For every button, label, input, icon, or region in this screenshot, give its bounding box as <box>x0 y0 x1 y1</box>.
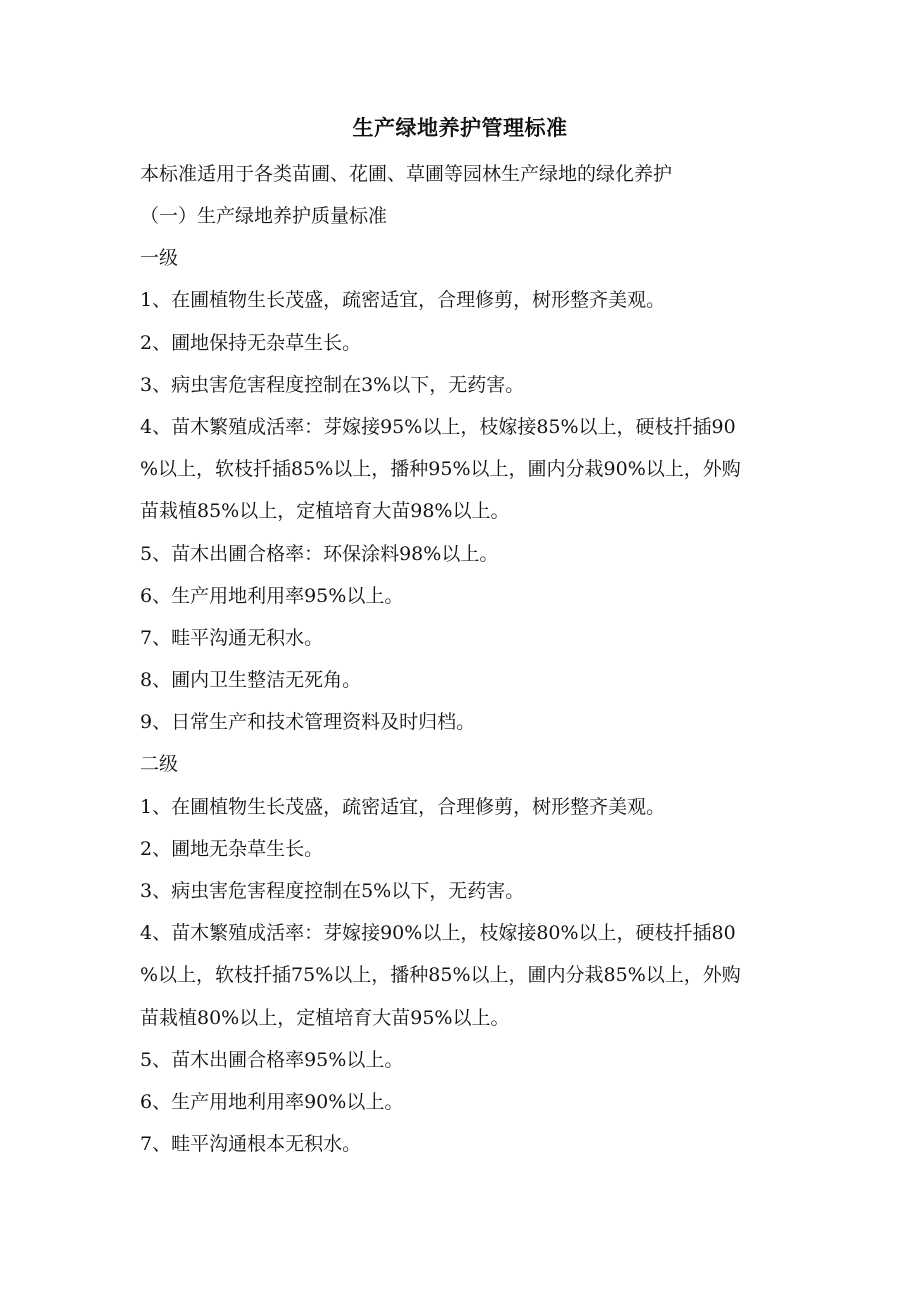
text-line: 苗栽植80%以上，定植培育大苗95%以上。 <box>140 1006 510 1029</box>
text-line: 5、苗木出圃合格率：环保涂料98%以上。 <box>140 542 499 565</box>
text-line: 6、生产用地利用率90%以上。 <box>140 1090 404 1113</box>
text-line: 5、苗木出圃合格率95%以上。 <box>140 1048 404 1071</box>
text-line: 9、日常生产和技术管理资料及时归档。 <box>140 711 476 734</box>
text-line: 8、圃内卫生整洁无死角。 <box>140 669 362 692</box>
text-line: 6、生产用地利用率95%以上。 <box>140 584 404 607</box>
text-line: 4、苗木繁殖成活率：芽嫁接90%以上，枝嫁接80%以上，硬枝扦插80 <box>140 922 736 945</box>
text-line: 7、畦平沟通无积水。 <box>140 626 324 649</box>
document-body <box>140 200 800 1170</box>
text-line: 4、苗木繁殖成活率：芽嫁接95%以上，枝嫁接85%以上，硬枝扦插90 <box>140 415 736 438</box>
text-line: 苗栽植85%以上，定植培育大苗98%以上。 <box>140 500 510 523</box>
text-line: 1、在圃植物生长茂盛，疏密适宜，合理修剪，树形整齐美观。 <box>140 289 666 312</box>
text-line: 1、在圃植物生长茂盛，疏密适宜，合理修剪，树形整齐美观。 <box>140 795 666 818</box>
level-heading-2: 二级 <box>140 753 179 776</box>
document-title: 生产绿地养护管理标准 <box>352 115 568 140</box>
text-line: 2、圃地保持无杂草生长。 <box>140 331 362 354</box>
text-line: 7、畦平沟通根本无积水。 <box>140 1133 362 1156</box>
section-heading: （一）生产绿地养护质量标准 <box>140 205 388 227</box>
text-line: 3、病虫害危害程度控制在5%以下，无药害。 <box>140 880 525 902</box>
text-line: %以上，软枝扦插85%以上，播种95%以上，圃内分栽90%以上，外购 <box>140 458 741 481</box>
text-line: %以上，软枝扦插75%以上，播种85%以上，圃内分栽85%以上，外购 <box>140 964 741 987</box>
intro-paragraph: 本标准适用于各类苗圃、花圃、草圃等园林生产绿地的绿化养护 <box>140 163 673 185</box>
text-line: 2、圃地无杂草生长。 <box>140 837 324 860</box>
level-heading-1: 一级 <box>140 247 179 270</box>
text-line: 3、病虫害危害程度控制在3%以下，无药害。 <box>140 373 525 396</box>
